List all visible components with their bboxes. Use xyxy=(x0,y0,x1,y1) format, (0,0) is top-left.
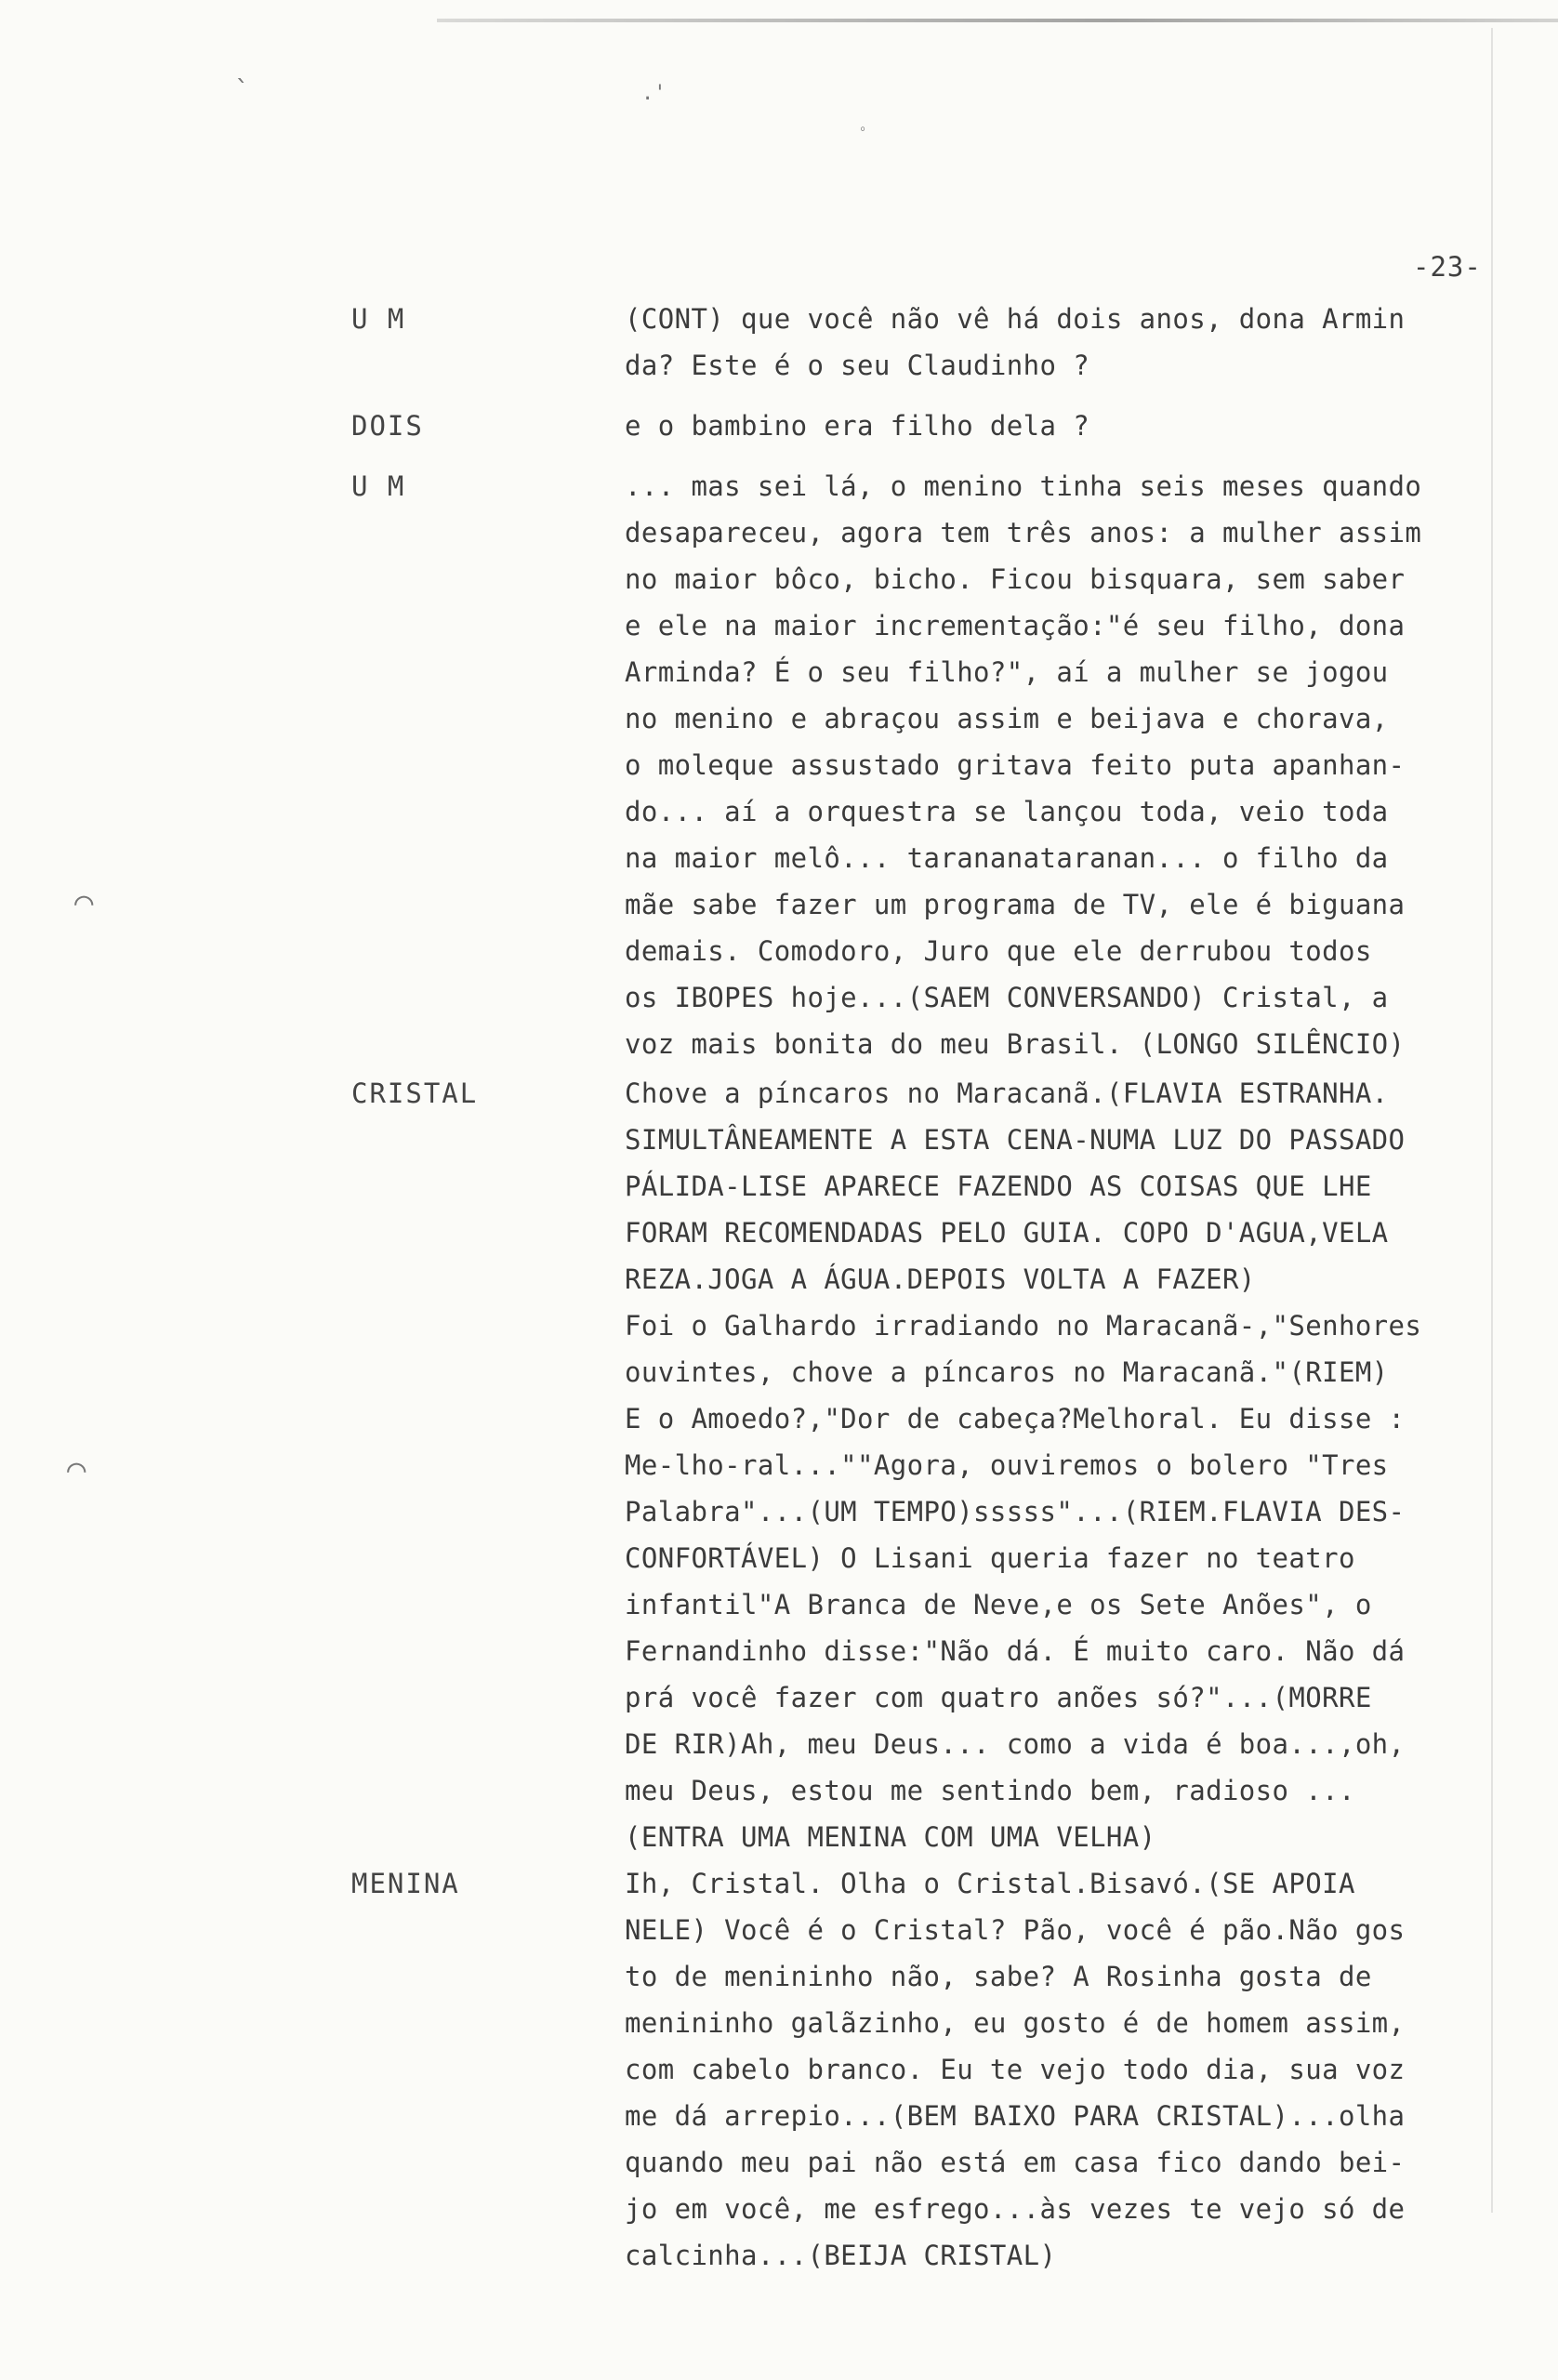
dialogue-line: meu Deus, estou me sentindo bem, radioso ... xyxy=(625,1775,1355,1806)
dialogue-line: E o Amoedo?,"Dor de cabeça?Melhoral. Eu disse : xyxy=(625,1403,1406,1435)
dialogue-line: ouvintes, chove a píncaros no Maracanã."(RIEM) xyxy=(625,1356,1389,1388)
scan-mark: ` xyxy=(234,74,250,105)
speaker-name: MENINA xyxy=(351,1868,460,1899)
scan-mark: .' xyxy=(641,82,667,105)
dialogue-line: quando meu pai não está em casa fico dando bei- xyxy=(625,2147,1406,2178)
speaker-name: DOIS xyxy=(351,410,424,442)
dialogue-line: Foi o Galhardo irradiando no Maracanã-,"Senhores xyxy=(625,1310,1422,1342)
dialogue-line: voz mais bonita do meu Brasil. (LONGO SILÊNCIO) xyxy=(625,1028,1406,1060)
dialogue-line: menininho galãzinho, eu gosto é de homem assim, xyxy=(625,2007,1406,2039)
dialogue-line: Fernandinho disse:"Não dá. É muito caro. Não dá xyxy=(625,1635,1406,1667)
dialogue-line: PÁLIDA-LISE APARECE FAZENDO AS COISAS QUE LHE xyxy=(625,1170,1372,1202)
dialogue-line: na maior melô... tarananataranan... o filho da xyxy=(625,842,1389,874)
dialogue-line: FORAM RECOMENDADAS PELO GUIA. COPO D'AGUA,VELA xyxy=(625,1217,1389,1249)
dialogue-line: infantil"A Branca de Neve,e os Sete Anões", o xyxy=(625,1589,1372,1620)
dialogue-line: me dá arrepio...(BEM BAIXO PARA CRISTAL)...olha xyxy=(625,2100,1406,2132)
dialogue-line: (CONT) que você não vê há dois anos, dona Armin xyxy=(625,303,1406,335)
dialogue-line: NELE) Você é o Cristal? Pão, você é pão.Não gos xyxy=(625,1914,1406,1946)
dialogue-line: calcinha...(BEIJA CRISTAL) xyxy=(625,2240,1057,2271)
dialogue-line: to de menininho não, sabe? A Rosinha gosta de xyxy=(625,1961,1372,1992)
scan-mark: ⌒ xyxy=(74,883,94,920)
dialogue-line: Arminda? É o seu filho?", aí a mulher se jogou xyxy=(625,656,1389,688)
dialogue-line: e ele na maior incrementação:"é seu filho, dona xyxy=(625,610,1406,641)
dialogue-line: Chove a píncaros no Maracanã.(FLAVIA ESTRANHA. xyxy=(625,1078,1389,1109)
dialogue-line: Palabra"...(UM TEMPO)sssss"...(RIEM.FLAVIA DES- xyxy=(625,1496,1406,1527)
dialogue-line: os IBOPES hoje...(SAEM CONVERSANDO) Cristal, a xyxy=(625,982,1389,1013)
speaker-name: CRISTAL xyxy=(351,1078,479,1109)
dialogue-line: REZA.JOGA A ÁGUA.DEPOIS VOLTA A FAZER) xyxy=(625,1263,1256,1295)
dialogue-line: o moleque assustado gritava feito puta apanhan- xyxy=(625,749,1406,781)
dialogue-line: CONFORTÁVEL) O Lisani queria fazer no teatro xyxy=(625,1542,1355,1574)
scan-mark: ﾟ xyxy=(860,125,869,147)
dialogue-line: Ih, Cristal. Olha o Cristal.Bisavó.(SE APOIA xyxy=(625,1868,1355,1899)
dialogue-line: SIMULTÂNEAMENTE A ESTA CENA-NUMA LUZ DO PASSADO xyxy=(625,1124,1406,1156)
speaker-name: U M xyxy=(351,303,406,335)
dialogue-line: (ENTRA UMA MENINA COM UMA VELHA) xyxy=(625,1821,1156,1853)
dialogue-line: no maior bôco, bicho. Ficou bisquara, sem saber xyxy=(625,563,1406,595)
scan-right-edge xyxy=(1491,28,1493,2213)
dialogue-line: demais. Comodoro, Juro que ele derrubou todos xyxy=(625,935,1372,967)
dialogue-line: prá você fazer com quatro anões só?"...(MORRE xyxy=(625,1682,1372,1713)
page-number: -23- xyxy=(1413,251,1482,283)
dialogue-line: com cabelo branco. Eu te vejo todo dia, sua voz xyxy=(625,2054,1406,2085)
dialogue-line: Me-lho-ral...""Agora, ouviremos o bolero "Tres xyxy=(625,1449,1389,1481)
dialogue-line: no menino e abraçou assim e beijava e chorava, xyxy=(625,703,1389,734)
scan-top-edge xyxy=(437,19,1558,22)
speaker-name: U M xyxy=(351,470,406,502)
dialogue-line: do... aí a orquestra se lançou toda, veio toda xyxy=(625,796,1389,827)
scan-mark: ⌒ xyxy=(67,1450,86,1488)
dialogue-line: jo em você, me esfrego...às vezes te vejo só de xyxy=(625,2193,1406,2225)
dialogue-line: desapareceu, agora tem três anos: a mulher assim xyxy=(625,517,1422,549)
dialogue-line: DE RIR)Ah, meu Deus... como a vida é boa...,oh, xyxy=(625,1728,1406,1760)
dialogue-line: e o bambino era filho dela ? xyxy=(625,410,1090,442)
dialogue-line: da? Este é o seu Claudinho ? xyxy=(625,350,1090,381)
dialogue-line: mãe sabe fazer um programa de TV, ele é biguana xyxy=(625,889,1406,920)
dialogue-line: ... mas sei lá, o menino tinha seis meses quando xyxy=(625,470,1422,502)
